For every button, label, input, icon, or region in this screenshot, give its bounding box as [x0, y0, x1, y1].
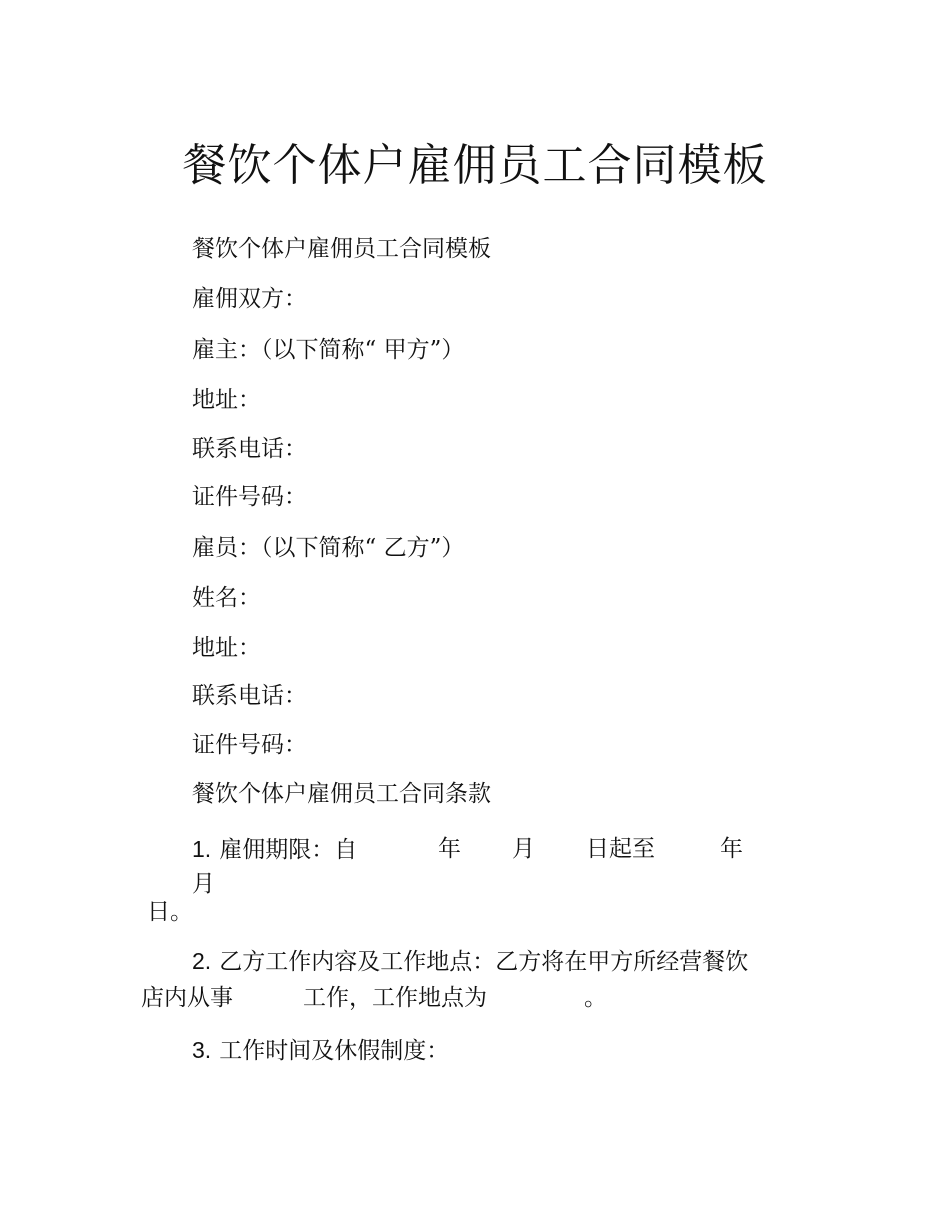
clause-2-work-location: 工作，工作地点为 [303, 985, 487, 1011]
clause-2-text-1: 乙方工作内容及工作地点：乙方将在甲方所经营餐饮 [219, 949, 749, 975]
employee-address-label: 地址： [192, 635, 261, 661]
clause-1-label: 雇佣期限：自 [219, 837, 358, 863]
employer-label: 雇主：（以下简称“ 甲方”） [192, 337, 465, 363]
clauses-heading: 餐饮个体户雇佣员工合同条款 [192, 781, 491, 807]
employee-id-label: 证件号码： [192, 732, 307, 758]
clause-3-number: 3. [192, 1037, 212, 1063]
employee-phone-label: 联系电话： [192, 683, 307, 709]
employee-name-label: 姓名： [192, 585, 261, 611]
employer-address-label: 地址： [192, 387, 261, 413]
employer-id-label: 证件号码： [192, 484, 307, 510]
clause-2-number: 2. [192, 948, 212, 974]
document-title: 餐饮个体户雇佣员工合同模板 [182, 140, 768, 191]
clause-1-month-1: 月 [512, 836, 535, 862]
clause-2-period: 。 [584, 985, 607, 1011]
clause-1-number: 1. [192, 836, 212, 862]
clause-1-month-2: 月 [192, 871, 215, 897]
clause-1-lead [192, 834, 357, 865]
employer-phone-label: 联系电话： [192, 436, 307, 462]
clause-2-line-1 [192, 946, 748, 977]
clause-3-text: 工作时间及休假制度： [219, 1038, 450, 1064]
clause-2-work-prefix: 店内从事 [141, 985, 233, 1011]
employee-label: 雇员：（以下简称“ 乙方”） [192, 535, 465, 561]
clause-3-line [192, 1035, 449, 1066]
parties-label: 雇佣双方： [192, 286, 307, 312]
clause-1-day-2: 日。 [147, 899, 193, 925]
clause-1-day-to: 日起至 [586, 836, 655, 862]
subtitle-line: 餐饮个体户雇佣员工合同模板 [192, 236, 491, 262]
clause-1-year-1: 年 [438, 836, 461, 862]
clause-1-year-2: 年 [720, 836, 743, 862]
